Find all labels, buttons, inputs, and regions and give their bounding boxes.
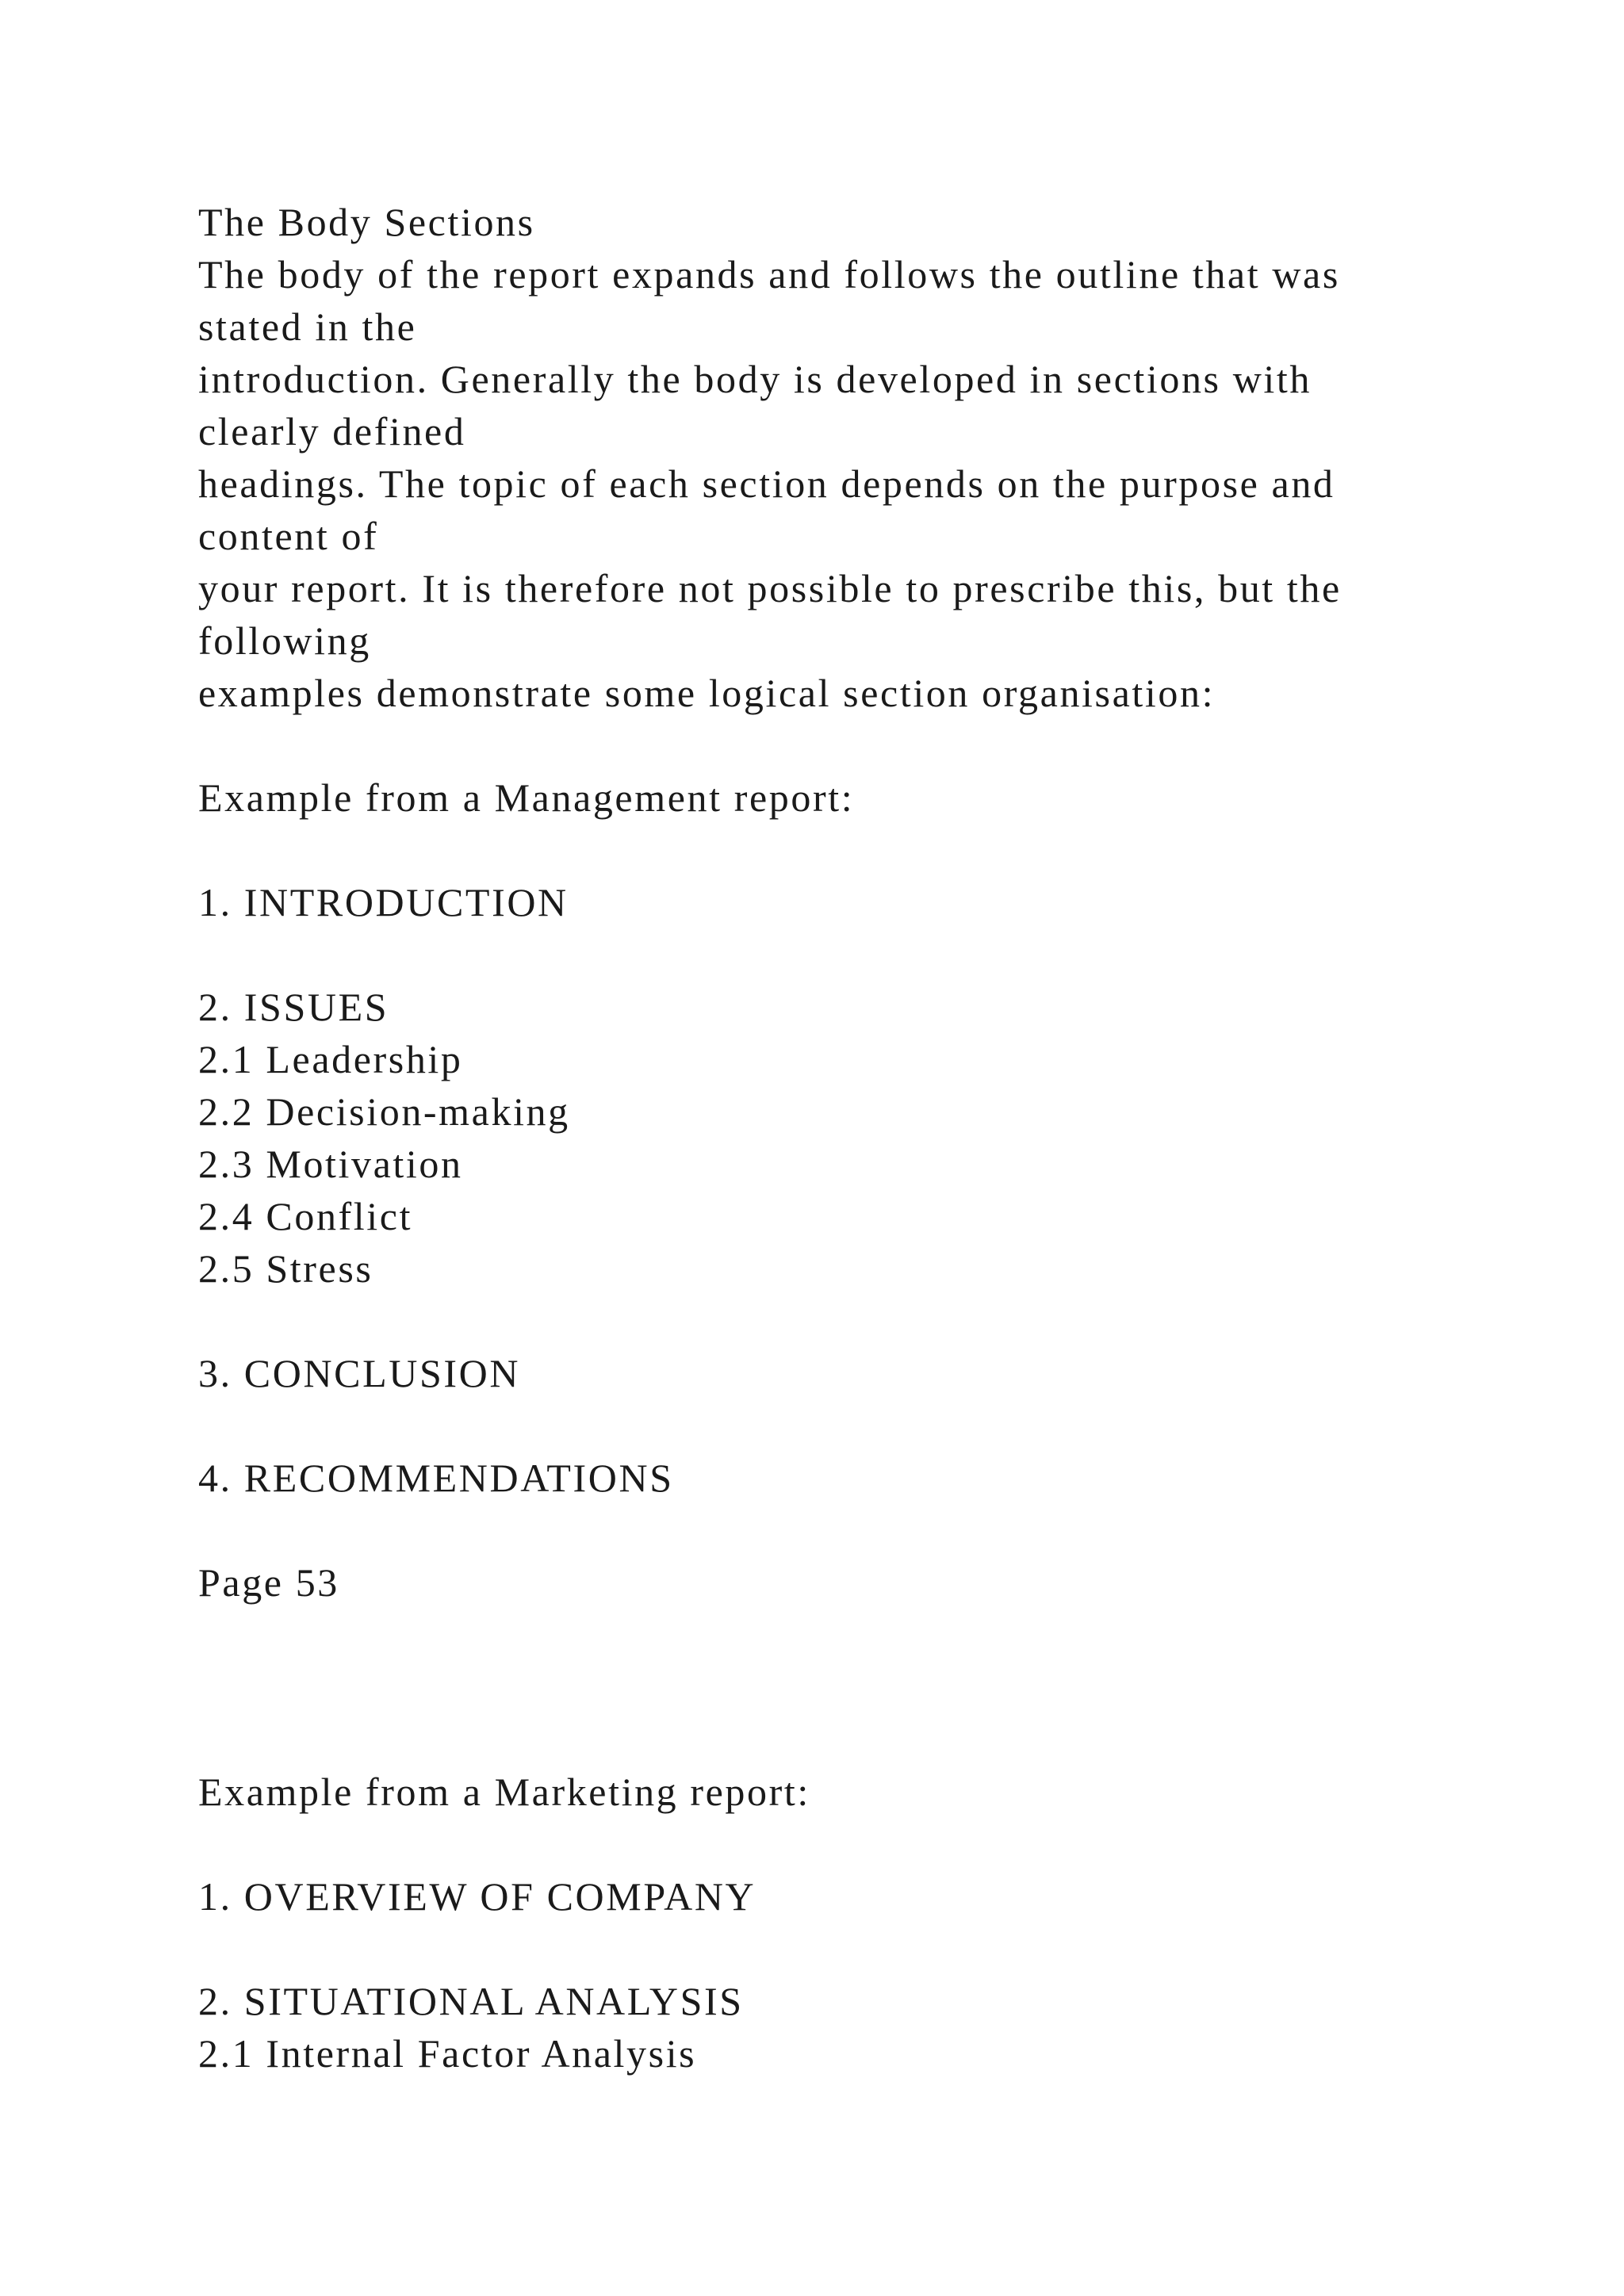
management-example-intro: Example from a Management report: [198,775,855,820]
paragraph-line: headings. The topic of each section depends on the purpose and [198,461,1335,506]
blank-line [198,1609,1546,1661]
management-subsection: 2.3 Motivation [198,1142,463,1186]
management-subsection: 2.2 Decision-making [198,1089,570,1134]
paragraph-line: The body of the report expands and follows the outline that was [198,252,1340,297]
document-body [198,196,1546,2080]
management-section-2: 2. ISSUES [198,985,389,1029]
management-subsection: 2.4 Conflict [198,1194,413,1238]
blank-line [198,719,1546,771]
management-section-4: 4. RECOMMENDATIONS [198,1456,674,1500]
blank-line [198,1818,1546,1870]
management-section-1: 1. INTRODUCTION [198,880,569,924]
management-subsection: 2.5 Stress [198,1246,373,1291]
blank-line [198,1713,1546,1766]
management-subsection: 2.1 Leadership [198,1037,463,1081]
blank-line [198,1399,1546,1452]
paragraph-line: your report. It is therefore not possible to prescribe this, but the [198,566,1342,610]
marketing-section-1: 1. OVERVIEW OF COMPANY [198,1874,756,1919]
paragraph-line: introduction. Generally the body is developed in sections with [198,357,1312,401]
section-heading: The Body Sections [198,200,535,244]
marketing-example-intro: Example from a Marketing report: [198,1770,810,1814]
paragraph-line: following [198,618,371,663]
marketing-subsection: 2.1 Internal Factor Analysis [198,2031,697,2076]
management-section-3: 3. CONCLUSION [198,1351,521,1395]
blank-line [198,1295,1546,1347]
blank-line [198,824,1546,876]
blank-line [198,928,1546,981]
paragraph-line: examples demonstrate some logical section organisation: [198,671,1216,715]
paragraph-line: stated in the [198,304,417,349]
paragraph-line: content of [198,514,379,558]
paragraph-line: clearly defined [198,409,466,453]
blank-line [198,1661,1546,1713]
blank-line [198,1923,1546,1975]
marketing-section-2: 2. SITUATIONAL ANALYSIS [198,1979,744,2023]
page-number: Page 53 [198,1560,339,1605]
blank-line [198,1504,1546,1556]
